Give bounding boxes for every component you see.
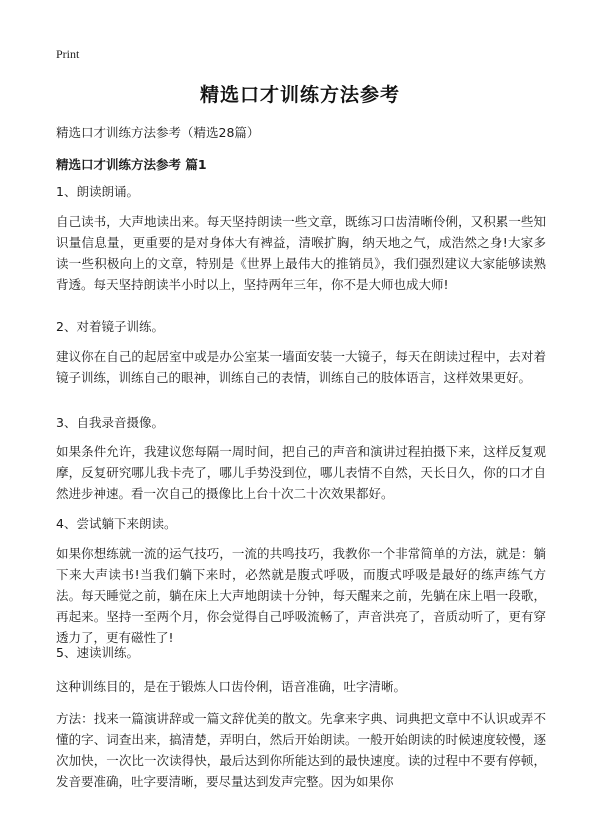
item-title: 2、对着镜子训练。 [56, 319, 164, 334]
document-subtitle: 精选口才训练方法参考（精选28篇） [56, 125, 260, 140]
item-body: 建议你在自己的起居室中或是办公室某一墙面安装一大镜子，每天在朗读过程中，去对着镜子训练，训练自己的眼神，训练自己的表情，训练自己的肢体语言，这样效果更好。 [56, 349, 546, 385]
page-title: 精选口才训练方法参考 [199, 84, 400, 106]
print-label: Print [56, 47, 80, 61]
paragraph-method: 方法：找来一篇演讲辞或一篇文辞优美的散文。先拿来字典、词典把文章中不认识或弄不懂的字、词查出来，搞清楚，弄明白，然后开始朗读。一般开始朗读的时候速度较慢，逐次加快，一次比一次读得快，最后达到你所能达到的最快速度。读的过程中不要有停顿，发音要准确，吐字要清晰，要尽量达到发声完整。因为如果你 [56, 711, 546, 789]
item-title: 4、尝试躺下来朗读。 [56, 516, 177, 531]
item-title: 1、朗读朗诵。 [56, 184, 139, 199]
item-body: 自己读书，大声地读出来。每天坚持朗读一些文章，既练习口齿清晰伶俐，又积累一些知识量信息量，更重要的是对身体大有裨益，清喉扩胸，纳天地之气，成浩然之身!大家多读一些积极向上的文章，特别是《世界上最伟大的推销员》，我们强烈建议大家能够读熟背透。每天坚持朗读半小时以上，坚持两年三年，你不是大师也成大师! [56, 214, 546, 292]
paragraph-goal: 这种训练目的，是在于锻炼人口齿伶俐，语音准确，吐字清晰。 [56, 679, 407, 694]
item-body: 如果你想练就一流的运气技巧，一流的共鸣技巧，我教你一个非常简单的方法，就是：躺下来大声读书!当我们躺下来时，必然就是腹式呼吸，而腹式呼吸是最好的练声练气方法。每天睡觉之前，躺在床上大声地朗读十分钟，每天醒来之前，先躺在床上唱一段歌，再起来。坚持一至两个月，你会觉得自己呼吸流畅了，声音洪亮了，音质动听了，更有穿透力了，更有磁性了! [56, 546, 546, 645]
item-body: 如果条件允许，我建议您每隔一周时间，把自己的声音和演讲过程拍摄下来，这样反复观摩，反复研究哪儿我卡壳了，哪儿手势没到位，哪儿表情不自然，天长日久，你的口才自然进步神速。看一次自己的摄像比上台十次二十次效果都好。 [56, 444, 546, 501]
item-title: 5、速读训练。 [56, 645, 139, 660]
item-title: 3、自我录音摄像。 [56, 415, 164, 430]
section-heading: 精选口才训练方法参考 篇1 [56, 157, 207, 172]
